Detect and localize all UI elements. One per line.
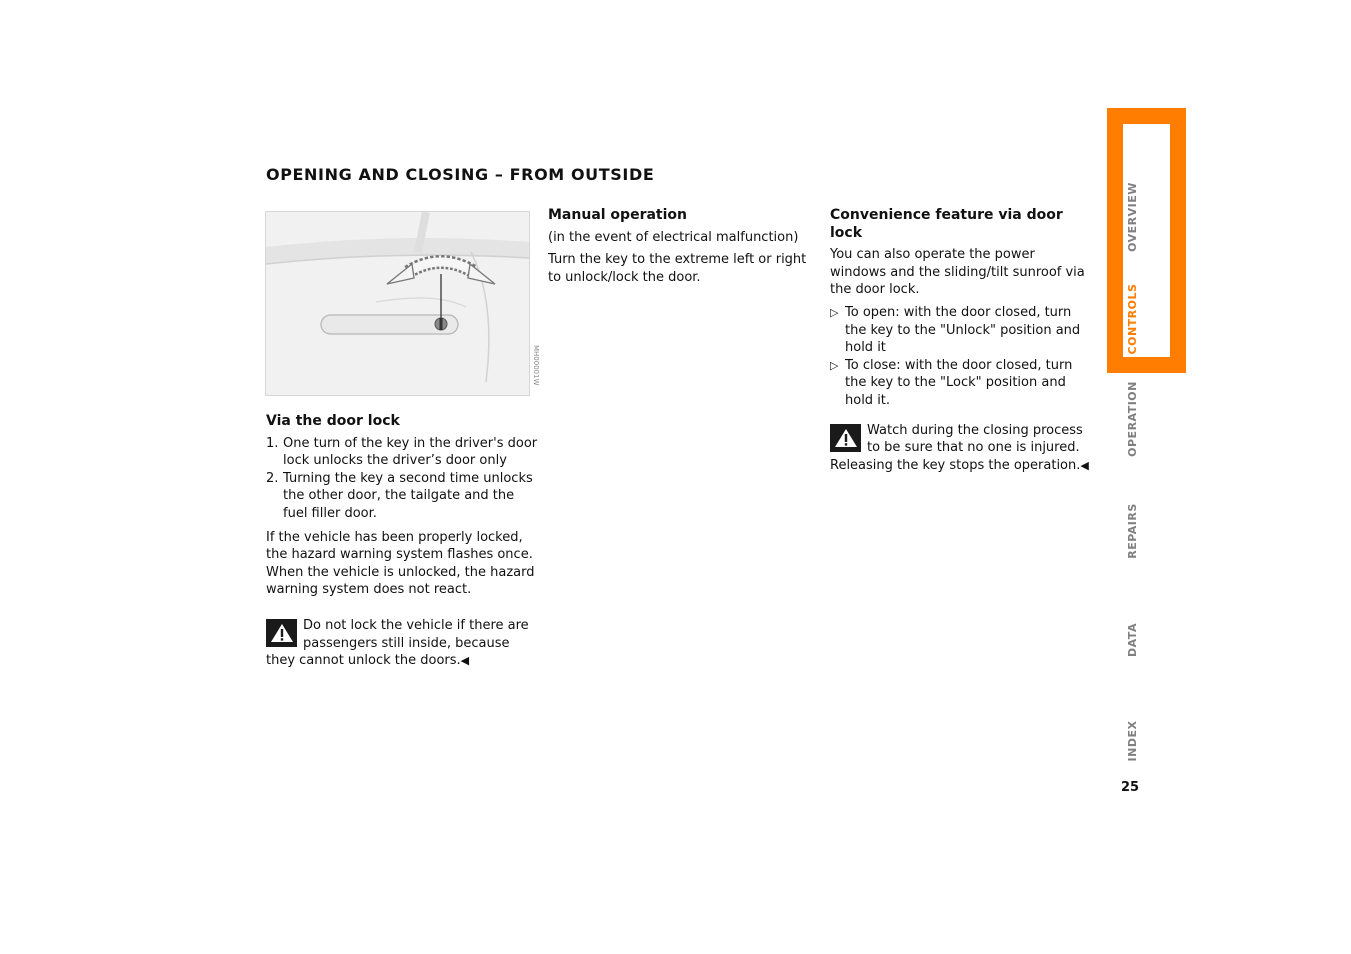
list-item [830, 357, 1094, 410]
step-text: Turning the key a second time unlocks the other door, the tailgate and the fuel filler door. [283, 470, 533, 521]
figure-code: MH00001W [532, 344, 540, 386]
triangle-right-icon: ▷ [830, 358, 839, 372]
section-title-via-door-lock: Via the door lock [266, 413, 400, 429]
page-number: 25 [1121, 780, 1140, 795]
door-handle-illustration [265, 211, 530, 396]
bullet-text: To open: with the door closed, turn the key to the "Unlock" position and hold it [845, 304, 1081, 356]
list-item [830, 304, 1094, 357]
tab-controls[interactable]: CONTROLS [1126, 283, 1139, 355]
warning-text: Do not lock the vehicle if there are passengers still inside, because they cannot unlock the doors. [266, 617, 529, 669]
list-item [266, 470, 538, 523]
page-title: OPENING AND CLOSING – FROM OUTSIDE [266, 165, 655, 184]
warning-triangle-icon [266, 619, 297, 647]
section-title-convenience: Convenience feature via door lock [830, 207, 1063, 241]
column-manual-operation [548, 207, 820, 291]
step-number: 1. [266, 435, 279, 451]
step-text: One turn of the key in the driver's door lock unlocks the driver’s door only [283, 435, 538, 469]
tab-index[interactable]: INDEX [1126, 720, 1139, 762]
bullet-text: To close: with the door closed, turn the key to the "Lock" position and hold it. [845, 357, 1073, 408]
tab-repairs[interactable]: REPAIRS [1126, 503, 1139, 559]
steps-list [266, 435, 538, 523]
list-item [266, 435, 538, 470]
warning-note [830, 422, 1094, 475]
tab-data[interactable]: DATA [1126, 623, 1139, 657]
convenience-list [830, 304, 1094, 410]
end-triangle-icon: ◀ [1080, 458, 1089, 472]
warning-text: Watch during the closing process to be sure that no one is injured. Releasing the key stops the operation. [830, 422, 1083, 473]
warning-triangle-icon [830, 424, 861, 452]
convenience-intro: You can also operate the power windows and the sliding/tilt sunroof via the door lock. [830, 247, 1085, 298]
step-number: 2. [266, 470, 279, 486]
section-title-manual-operation: Manual operation [548, 207, 687, 223]
tab-overview[interactable]: OVERVIEW [1126, 182, 1139, 252]
end-triangle-icon: ◀ [460, 654, 470, 668]
warning-note [266, 617, 538, 670]
manual-text: Turn the key to the extreme left or right to unlock/lock the door. [548, 252, 807, 285]
triangle-right-icon: ▷ [830, 305, 839, 319]
tab-operation[interactable]: OPERATION [1126, 381, 1139, 457]
column-convenience-feature [830, 207, 1094, 474]
manual-note: (in the event of electrical malfunction) [548, 229, 799, 245]
column-via-door-lock [266, 413, 538, 670]
hazard-paragraph: If the vehicle has been properly locked, the hazard warning system flashes once. When the vehicle is unlocked, the hazard warning system does not react. [266, 529, 535, 598]
